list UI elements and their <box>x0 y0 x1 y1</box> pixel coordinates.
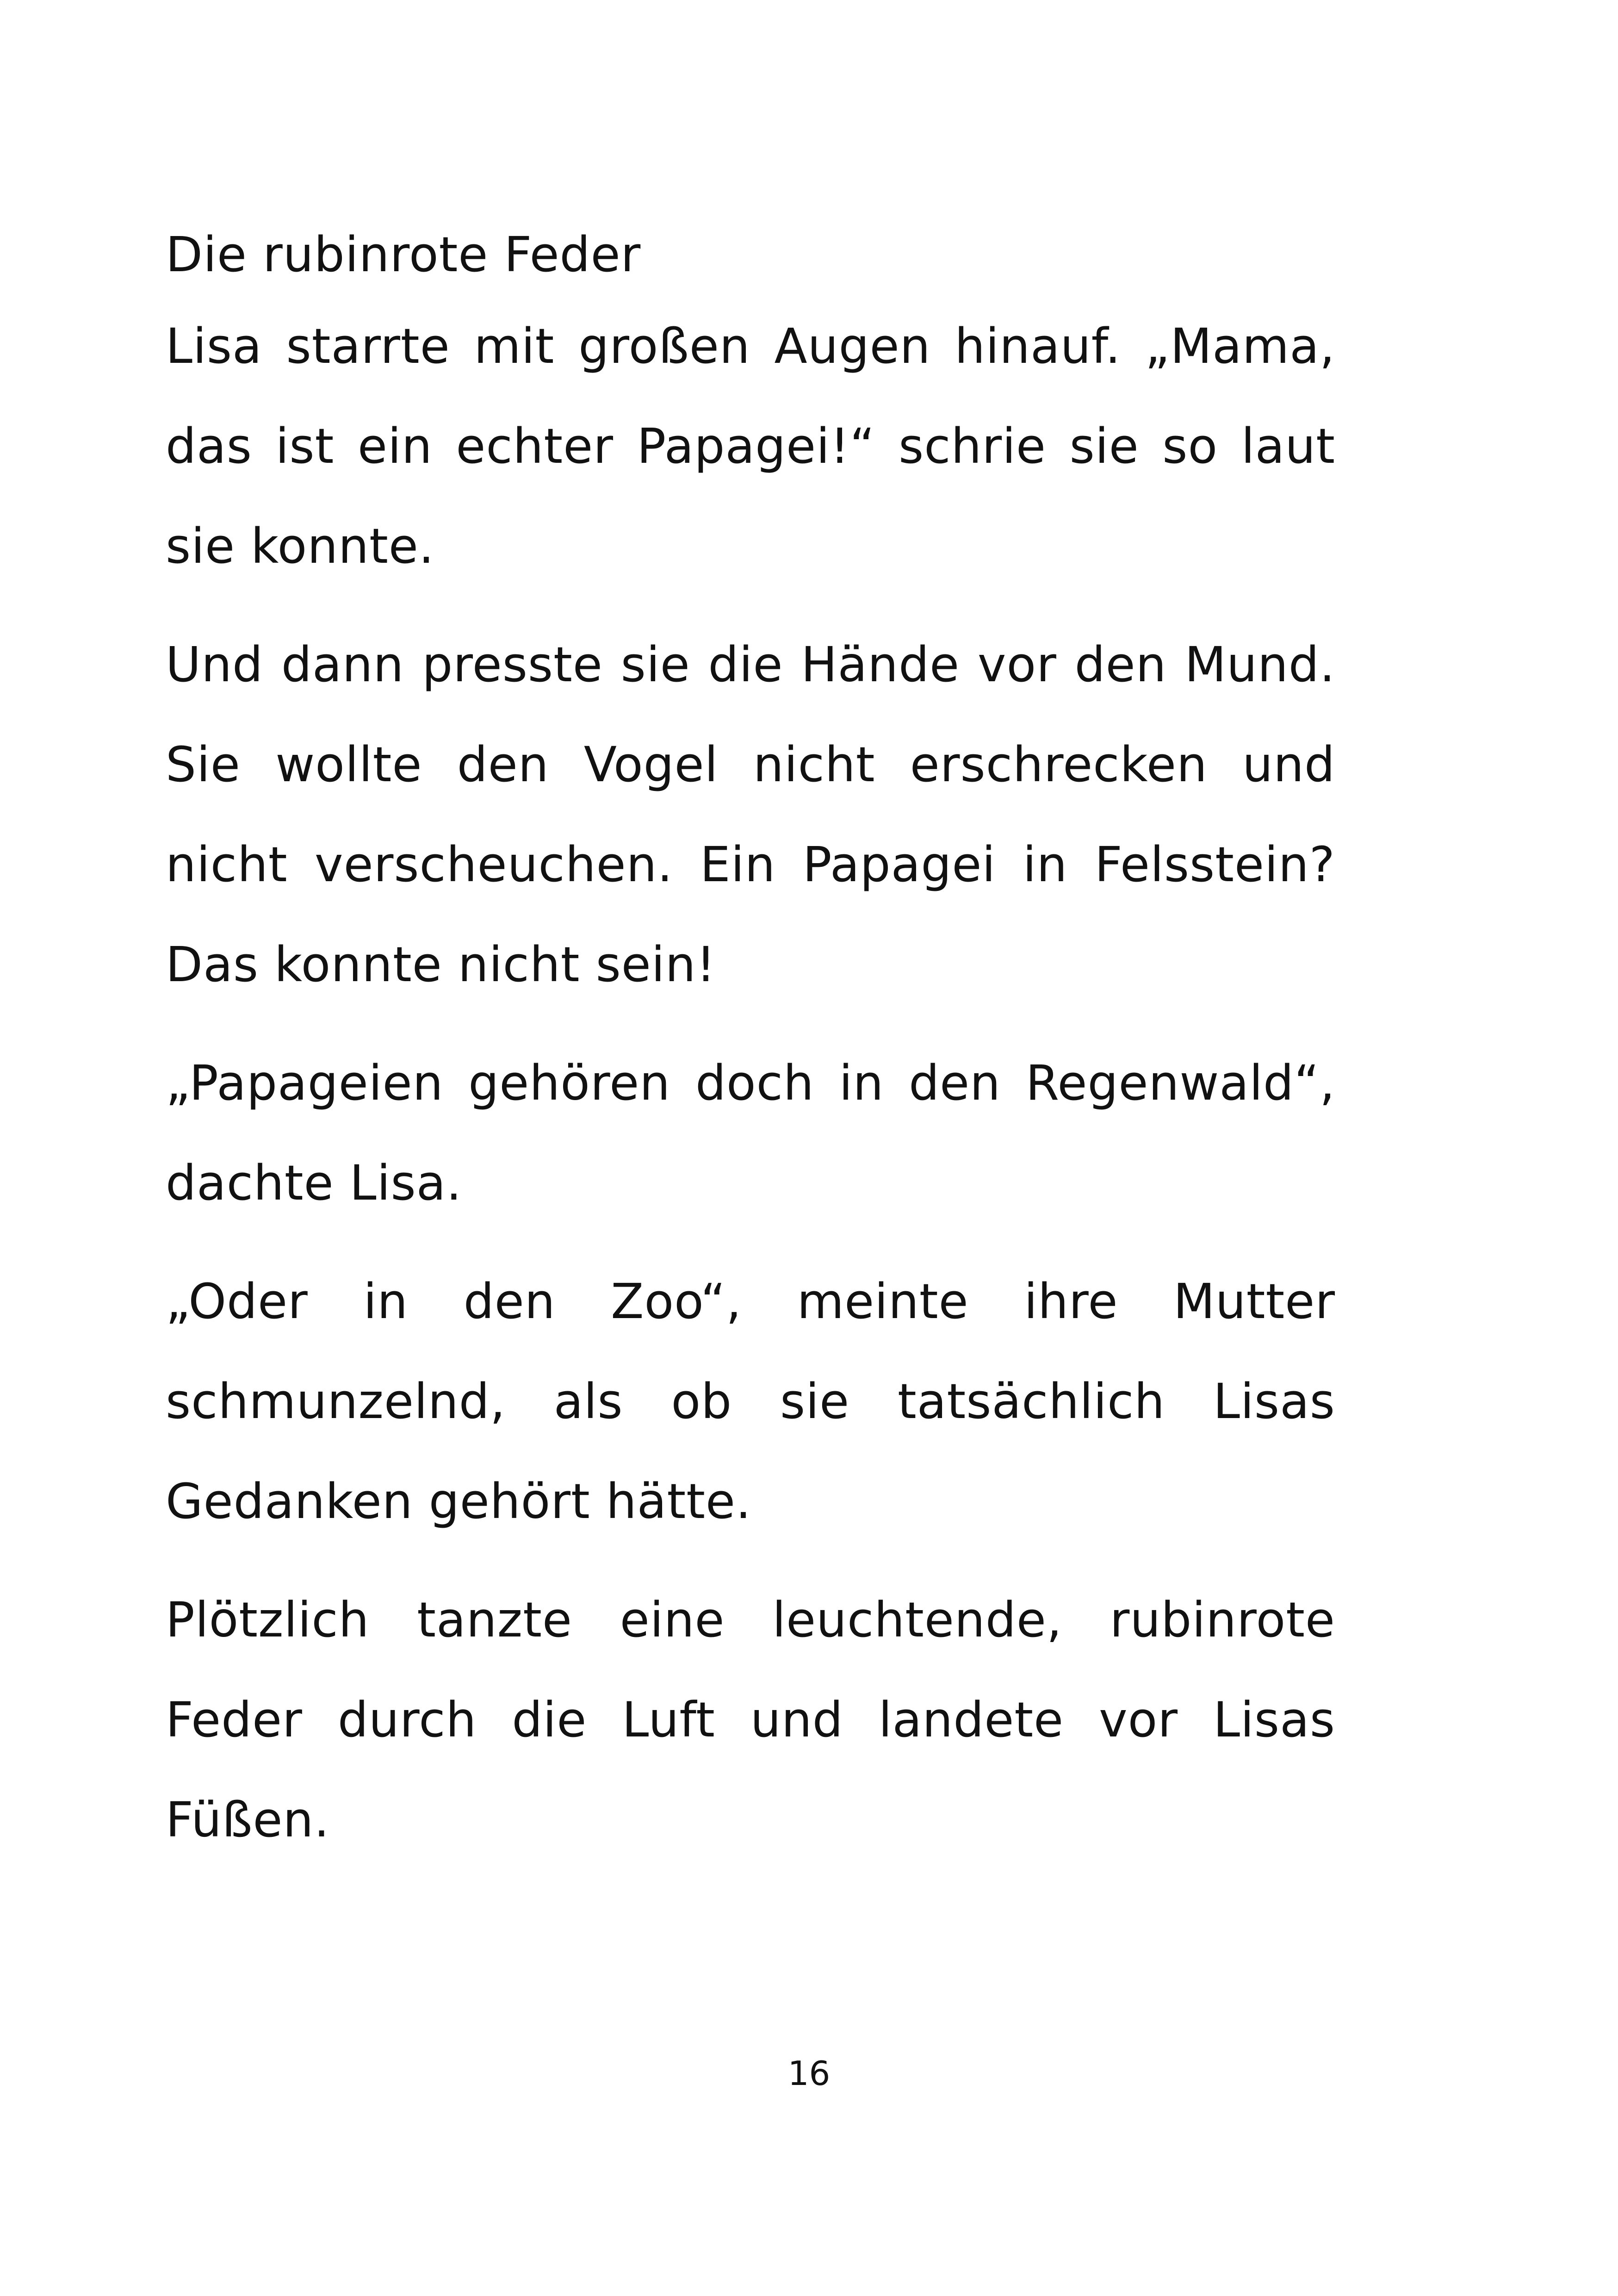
chapter-title: Die rubinrote Feder <box>166 226 641 283</box>
paragraph-3: „Papageien gehören doch in den Regenwald“, dachte Lisa. <box>166 1055 1335 1211</box>
paragraph-2: Und dann presste sie die Hände vor den Mund. Sie wollte den Vogel nicht erschrecken und nicht verscheuchen. Ein Papagei in Felsstein? Das konnte nicht sein! <box>166 636 1335 993</box>
paragraph-1: Lisa starrte mit großen Augen hinauf. „Mama, das ist ein echter Papagei!“ schrie sie so laut sie konnte. <box>166 318 1335 574</box>
paragraph-4: „Oder in den Zoo“, meinte ihre Mutter schmunzelnd, als ob sie tatsächlich Lisas Gedanken gehört hätte. <box>166 1273 1335 1530</box>
page-body <box>166 213 1335 1888</box>
paragraph-5: Plötzlich tanzte eine leuchtende, rubinrote Feder durch die Luft und landete vor Lisas Füßen. <box>166 1592 1335 1848</box>
page-number: 16 <box>787 2054 831 2093</box>
